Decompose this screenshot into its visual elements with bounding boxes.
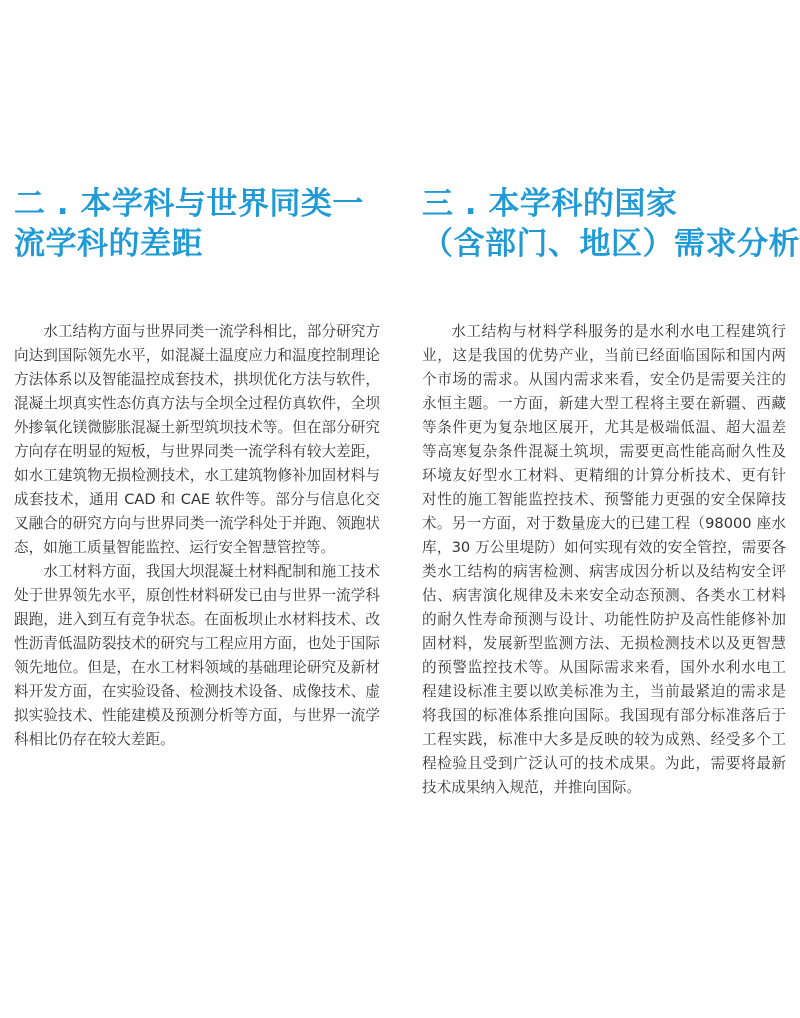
paragraph-hydraulic-materials: 水工材料方面，我国大坝混凝土材料配制和施工技术处于世界领先水平，原创性材料研发已由与世界一流学科跟跑，进入到互有竞争状态。在面板坝止水材料技术、改性沥青低温防裂技术的研究与工程应用方面，也处于国际领先地位。但是，在水工材料领域的基础理论研究及新材料开发方面，在实验设备、检测技术设备、成像技术、虚拟实验技术、性能建模及预测分析等方面，与世界一流学科相比仍存在较大差距。 — [14, 563, 380, 748]
section-heading-gap-analysis — [14, 184, 380, 264]
section-body — [422, 320, 786, 800]
section-body — [14, 320, 380, 752]
left-column — [14, 184, 380, 752]
paragraph-hydraulic-structures: 水工结构方面与世界同类一流学科相比，部分研究方向达到国际领先水平，如混凝土温度应力和温度控制理论方法体系以及智能温控成套技术，拱坝优化方法与软件，混凝土坝真实性态仿真方法与全坝全过程仿真软件，全坝外掺氧化镁微膨胀混凝土新型筑坝技术等。但在部分研究方向存在明显的短板，与世界同类一流学科有较大差距，如水工建筑物无损检测技术，水工建筑物修补加固材料与成套技术，通用 CAD 和 CAE 软件等。部分与信息化交叉融合的研究方向与世界同类一流学科处于并跑、领跑状态，如施工质量智能监控、运行安全智慧管控等。 — [14, 323, 380, 556]
heading-line: 流学科的差距 — [14, 226, 203, 262]
heading-line: 二 . 本学科与世界同类一 — [14, 186, 364, 222]
heading-line: 三 . 本学科的国家 — [422, 186, 678, 222]
heading-line: （含部门、地区）需求分析 — [422, 226, 800, 262]
right-column — [422, 184, 800, 800]
section-heading-national-demand — [422, 184, 800, 264]
paragraph-demand-analysis: 水工结构与材料学科服务的是水利水电工程建筑行业，这是我国的优势产业，当前已经面临国际和国内两个市场的需求。从国内需求来看，安全仍是需要关注的永恒主题。一方面，新建大型工程将主要在新疆、西藏等条件更为复杂地区展开，尤其是极端低温、超大温差等高寒复杂条件混凝土筑坝，需要更高性能高耐久性及环境友好型水工材料、更精细的计算分析技术、更有针对性的施工智能监控技术、预警能力更强的安全保障技术。另一方面，对于数量庞大的已建工程（98000 座水库，30 万公里堤防）如何实现有效的安全管控，需要各类水工结构的病害检测、病害成因分析以及结构安全评估、病害演化规律及未来安全动态预测、各类水工材料的耐久性寿命预测与设计、功能性防护及高性能修补加固材料，发展新型监测方法、无损检测技术以及更智慧的预警监控技术等。从国际需求来看，国外水利水电工程建设标准主要以欧美标准为主，当前最紧迫的需求是将我国的标准体系推向国际。我国现有部分标准落后于工程实践，标准中大多是反映的较为成熟、经受多个工程检验且受到广泛认可的技术成果。为此，需要将最新技术成果纳入规范，并推向国际。 — [422, 323, 786, 796]
